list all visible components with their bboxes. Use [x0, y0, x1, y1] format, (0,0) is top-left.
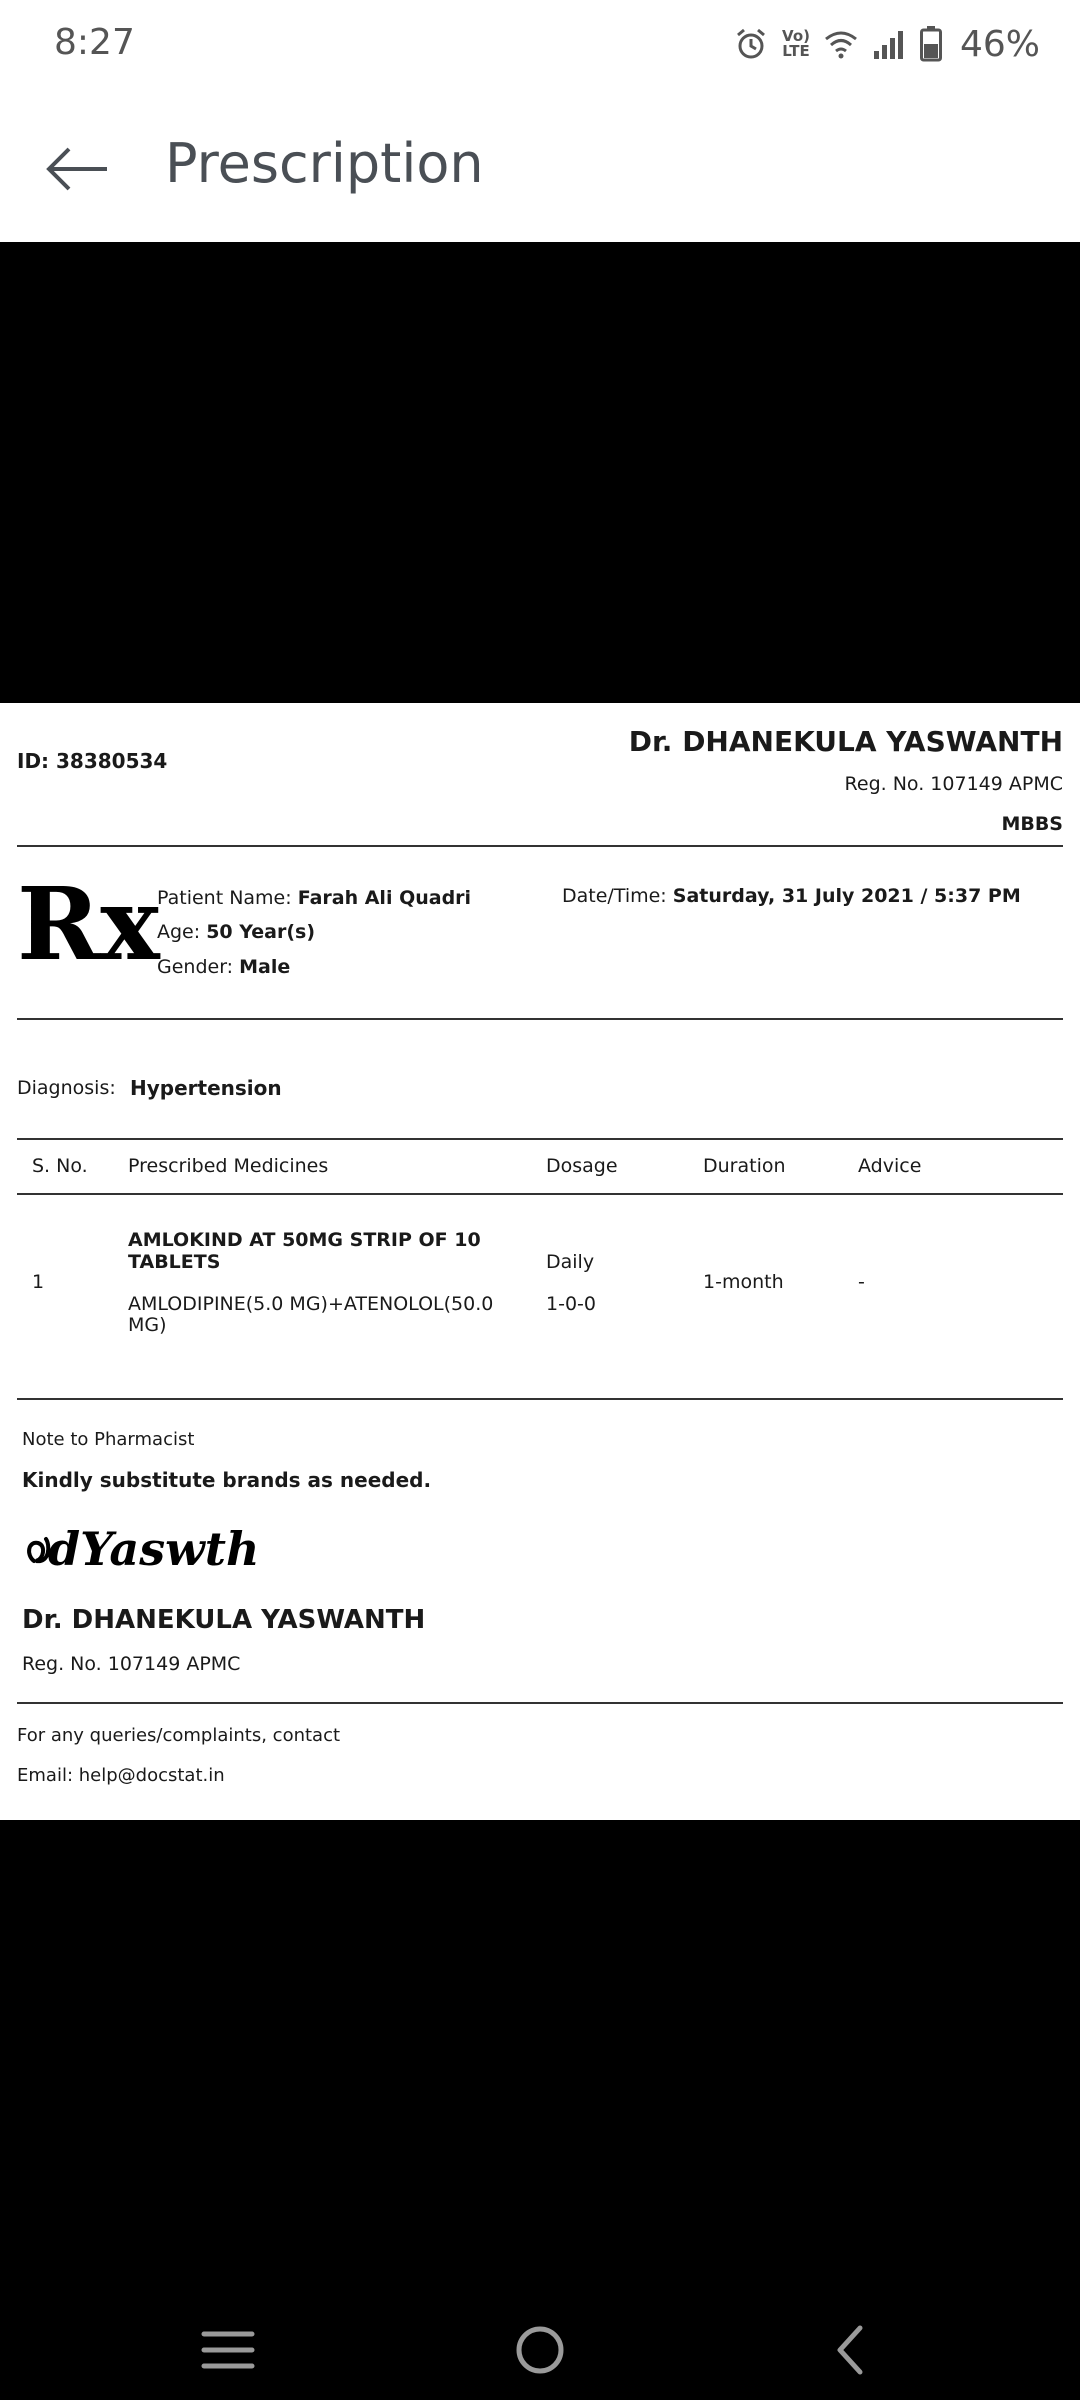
- divider: [17, 1702, 1063, 1704]
- header-duration: Duration: [703, 1155, 786, 1177]
- diagnosis-value: Hypertension: [130, 1076, 282, 1100]
- patient-age: Age: 50 Year(s): [157, 921, 316, 943]
- home-icon: [514, 2324, 566, 2376]
- system-back-button[interactable]: [810, 2310, 890, 2390]
- header-advice: Advice: [858, 1155, 922, 1177]
- patient-gender: Gender: Male: [157, 956, 291, 978]
- table-top-rule: [17, 1138, 1063, 1140]
- medicine-name-line2: TABLETS: [128, 1251, 221, 1273]
- signed-doctor-name: Dr. DHANEKULA YASWANTH: [22, 1605, 426, 1635]
- doctor-signature: [20, 1503, 260, 1583]
- signature-text: dYaswth: [48, 1522, 260, 1576]
- header-medicines: Prescribed Medicines: [128, 1155, 329, 1177]
- note-label: Note to Pharmacist: [22, 1429, 195, 1450]
- status-bar: [0, 0, 1080, 88]
- dosage-pattern: 1-0-0: [546, 1293, 596, 1315]
- home-button[interactable]: [500, 2310, 580, 2390]
- status-time: 8:27: [54, 22, 135, 63]
- status-icons: [734, 20, 1040, 68]
- header-sno: S. No.: [32, 1155, 88, 1177]
- back-icon: [830, 2324, 870, 2376]
- page-title: Prescription: [165, 132, 484, 195]
- pharmacist-note: Kindly substitute brands as needed.: [22, 1468, 432, 1492]
- contact-label: For any queries/complaints, contact: [17, 1725, 341, 1746]
- battery-icon: [920, 26, 942, 62]
- patient-name: Patient Name: Farah Ali Quadri: [157, 887, 472, 909]
- recent-apps-button[interactable]: [188, 2310, 268, 2390]
- header-dosage: Dosage: [546, 1155, 618, 1177]
- arrow-left-icon: [45, 147, 109, 191]
- prescription-document: [0, 703, 1080, 1820]
- advice-value: -: [858, 1271, 865, 1293]
- app-bar: [0, 88, 1080, 242]
- navigation-bar: [0, 2280, 1080, 2400]
- medicine-composition-line1: AMLODIPINE(5.0 MG)+ATENOLOL(50.0: [128, 1293, 494, 1315]
- medicine-name-line1: AMLOKIND AT 50MG STRIP OF 10: [128, 1229, 481, 1251]
- signed-doctor-reg-no: Reg. No. 107149 APMC: [22, 1653, 241, 1675]
- battery-percent: 46%: [959, 23, 1040, 65]
- wifi-icon: [824, 29, 858, 59]
- doctor-qualification: MBBS: [1001, 813, 1063, 835]
- divider: [17, 845, 1063, 847]
- medicine-composition-line2: MG): [128, 1314, 167, 1336]
- row-sno: 1: [32, 1271, 45, 1293]
- alarm-icon: [734, 27, 768, 61]
- back-button[interactable]: [36, 128, 118, 210]
- table-bottom-rule: [17, 1398, 1063, 1400]
- prescription-id: ID: 38380534: [17, 749, 168, 773]
- rx-icon: [17, 865, 160, 987]
- recent-apps-icon: [202, 2330, 254, 2370]
- dosage-frequency: Daily: [546, 1251, 595, 1273]
- doctor-name: Dr. DHANEKULA YASWANTH: [628, 725, 1063, 758]
- signal-icon: [872, 29, 906, 59]
- rx-symbol: Rx: [17, 865, 160, 983]
- doctor-reg-no: Reg. No. 107149 APMC: [844, 773, 1063, 795]
- volte-bottom-label: LTE: [782, 42, 810, 60]
- contact-email: Email: help@docstat.in: [17, 1765, 225, 1786]
- email-link[interactable]: help@docstat.in: [78, 1765, 225, 1786]
- volte-top-label: Vo): [782, 27, 810, 45]
- table-header-rule: [17, 1193, 1063, 1195]
- divider: [17, 1018, 1063, 1020]
- volte-icon: [782, 29, 810, 59]
- diagnosis-label: Diagnosis:: [17, 1077, 116, 1099]
- duration-value: 1-month: [703, 1271, 784, 1293]
- prescription-datetime: Date/Time: Saturday, 31 July 2021 / 5:37 PM: [562, 885, 1021, 907]
